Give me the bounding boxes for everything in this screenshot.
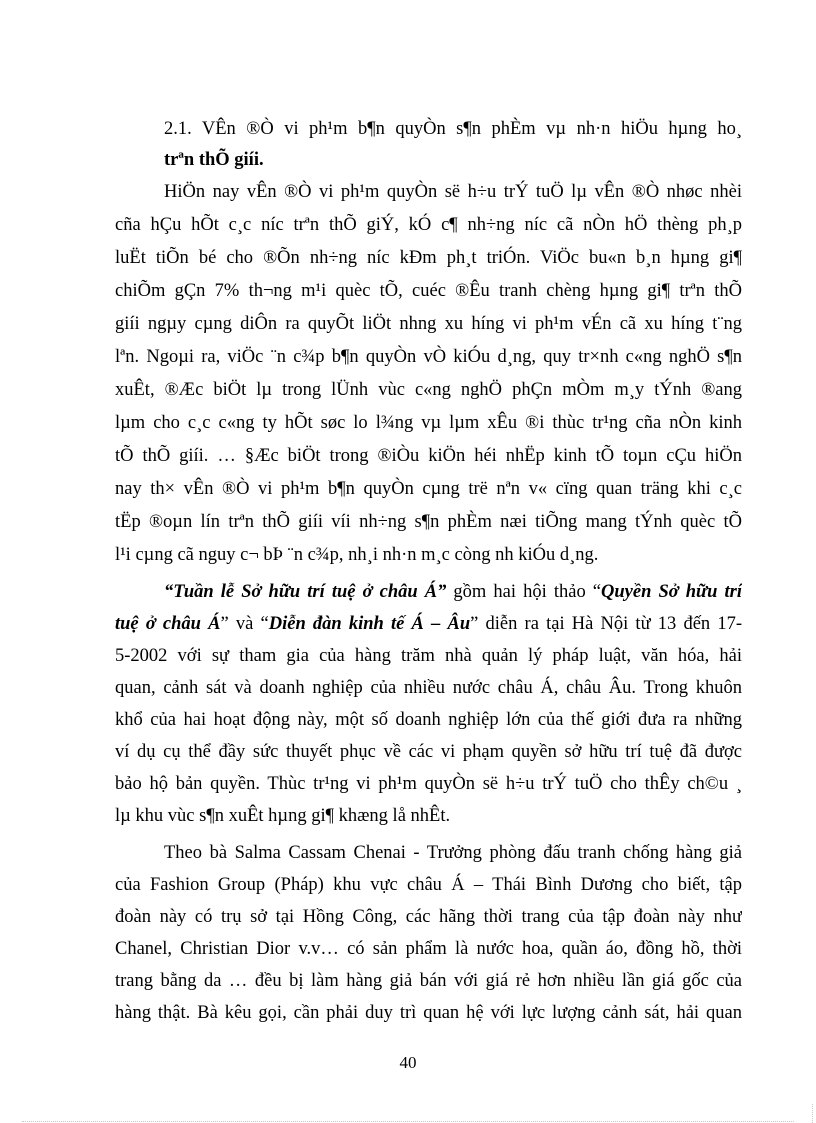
para2-line: 5-2002 với sự tham gia của hàng trăm nhà quản lý pháp luật, văn hóa, hải [115, 646, 742, 666]
para1-line: luËt tiÕn bé cho ®Õn nh÷ng níc kÐm ph¸t triÓn. ViÖc bu«n b¸n hµng gi¶ [115, 248, 742, 268]
para2-text: ” và “ [220, 614, 269, 634]
page-boundary-line [22, 1121, 794, 1122]
para2-line: ví dụ cụ thể đầy sức thuyết phục về các vi phạm quyền sở hữu trí tuệ đã được [115, 742, 742, 762]
para1-line: cña hÇu hÕt c¸c níc trªn thÕ giÝ, kÓ c¶ nh÷ng níc cã nÒn hÖ thèng ph¸p [115, 215, 742, 235]
para2-text: ” diễn ra tại Hà Nội từ 13 đến 17- [470, 614, 742, 634]
page-number: 40 [399, 1053, 417, 1072]
seminar-1-title: Quyền Sở hữu trí [601, 582, 742, 602]
event-name: “Tuần lễ Sở hữu trí tuệ ở châu Á” [164, 582, 447, 602]
para3-line: Theo bà Salma Cassam Chenai - Trưởng phòng đấu tranh chống hàng giả [164, 843, 742, 863]
para2-line: quan, cảnh sát và doanh nghiệp của nhiều nước châu Á, châu Âu. Trong khuôn [115, 678, 742, 698]
para2-line [115, 612, 742, 636]
section-heading-text: 2.1. VÊn ®Ò vi ph¹m b¶n quyÒn s¶n phÈm vµ nh·n hiÖu hµng ho¸ [164, 119, 742, 139]
para1-line: xuÊt, ®Æc biÖt lµ trong lÜnh vùc c«ng nghÖ phÇn mÒm m¸y tÝnh ®ang [115, 380, 742, 400]
para1-line: nay th× vÊn ®Ò vi ph¹m b¶n quyÒn cµng trë nªn v« cïng quan träng khi c¸c [115, 479, 742, 499]
para1-line: chiÕm gÇn 7% th¬ng m¹i quèc tÕ, cuéc ®Êu tranh chèng hµng gi¶ trªn thÕ [115, 281, 742, 301]
para3-line: đoàn này có trụ sở tại Hồng Công, các hãng thời trang của tập đoàn này như [115, 907, 742, 927]
seminar-2-title: Diễn đàn kinh tế Á – Âu [268, 614, 471, 634]
para3-line: Chanel, Christian Dior v.v… có sản phẩm là nước hoa, quần áo, đồng hồ, thời [115, 939, 742, 959]
para2-line [164, 580, 742, 604]
para3-line: của Fashion Group (Pháp) khu vực châu Á – Thái Bình Dương cho biết, tập [115, 875, 742, 895]
para1-line: tËp ®oµn lín trªn thÕ giíi víi nh÷ng s¶n phÈm næi tiÕng mang tÝnh quèc tÕ [115, 512, 742, 532]
para2-line: bảo hộ bản quyền. Thùc tr¹ng vi ph¹m quyÒn së h÷u trÝ tuÖ cho thÊy ch©u ¸ [115, 774, 742, 794]
para1-line: HiÖn nay vÊn ®Ò vi ph¹m quyÒn së h÷u trÝ tuÖ lµ vÊn ®Ò nhøc nhèi [164, 182, 742, 202]
para1-line: tÕ thÕ giíi. … §Æc biÖt trong ®iÒu kiÖn héi nhËp kinh tÕ toµn cÇu hiÖn [115, 446, 742, 466]
page-boundary-corner [812, 1104, 814, 1123]
section-heading-line-2: trªn thÕ giíi. [164, 150, 264, 170]
para2-line: lµ khu vùc s¶n xuÊt hµng gi¶ khæng lå nhÊt. [115, 806, 451, 826]
para1-line: l¹i cµng cã nguy c¬ bÞ ¨n c¾p, nh¸i nh·n m¸c còng nh kiÓu d¸ng. [115, 545, 599, 565]
seminar-1-title: tuệ ở châu Á [115, 614, 221, 634]
para2-text: gồm hai hội thảo “ [446, 582, 601, 602]
para3-line: trang bằng da … đều bị làm hàng giả bán với giá rẻ hơn nhiều lần giá gốc của [115, 971, 742, 991]
para1-line: lµm cho c¸c c«ng ty hÕt søc lo l¾ng vµ lµm xÊu ®i thùc tr¹ng cña nÒn kinh [115, 413, 742, 433]
para1-line: giíi ngµy cµng diÔn ra quyÕt liÖt nhng xu híng vi ph¹m vÉn cã xu híng t¨ng [115, 314, 742, 334]
para2-line: khổ của hai hoạt động này, một số doanh nghiệp lớn của thế giới đưa ra những [115, 710, 742, 730]
section-heading-line-1 [164, 117, 742, 141]
para3-line: hàng thật. Bà kêu gọi, cần phải duy trì quan hệ với lực lượng cảnh sát, hải quan [115, 1003, 742, 1023]
para1-line: lªn. Ngoµi ra, viÖc ¨n c¾p b¶n quyÒn vÒ kiÓu d¸ng, quy tr×nh c«ng nghÖ s¶n [115, 347, 742, 367]
